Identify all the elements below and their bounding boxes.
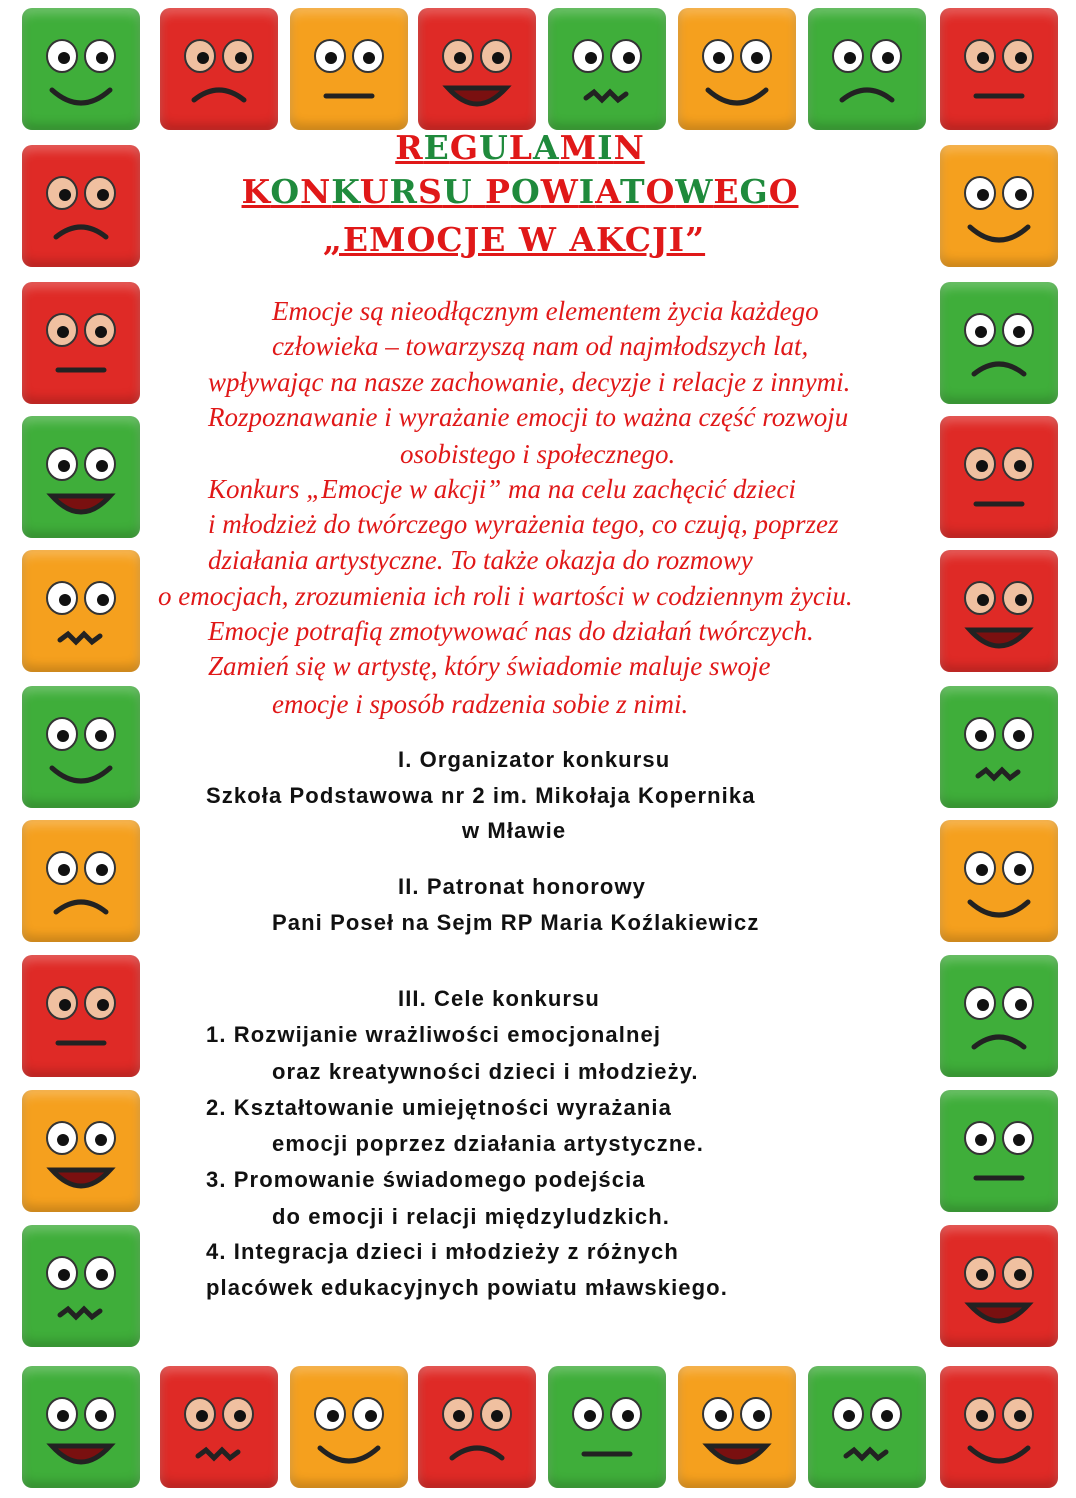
emoji-face-tile (808, 8, 926, 130)
goals-heading: III. Cele konkursu (398, 986, 600, 1011)
intro-line: człowieka – towarzyszą nam od najmłodszych lat, (272, 331, 809, 361)
face-icon (290, 8, 408, 130)
emoji-face-tile (940, 282, 1058, 404)
emoji-face-tile (678, 8, 796, 130)
face-icon (22, 1366, 140, 1488)
intro-line: Zamień się w artystę, który świadomie maluje swoje (208, 651, 771, 681)
patron-name: Pani Poseł na Sejm RP Maria Koźlakiewicz (272, 910, 760, 935)
face-icon (940, 955, 1058, 1077)
emoji-face-tile (940, 8, 1058, 130)
emoji-face-tile (22, 416, 140, 538)
organizer-heading: I. Organizator konkursu (398, 747, 671, 772)
intro-line: Emocje potrafią zmotywować nas do działań twórczych. (208, 616, 814, 646)
emoji-face-tile (418, 1366, 536, 1488)
emoji-face-tile (940, 1366, 1058, 1488)
face-icon (808, 8, 926, 130)
face-icon (22, 1225, 140, 1347)
emoji-face-tile (940, 686, 1058, 808)
face-icon (940, 686, 1058, 808)
emoji-face-tile (22, 1090, 140, 1212)
face-icon (940, 8, 1058, 130)
intro-line: i młodzież do twórczego wyrażenia tego, co czują, poprzez (208, 509, 839, 539)
emoji-face-tile (22, 282, 140, 404)
emoji-face-tile (940, 1090, 1058, 1212)
organizer-location: w Mławie (462, 818, 567, 843)
emoji-face-tile (290, 8, 408, 130)
emoji-face-tile (22, 550, 140, 672)
intro-line: Konkurs „Emocje w akcji” ma na celu zachęcić dzieci (208, 474, 796, 504)
emoji-face-tile (940, 1225, 1058, 1347)
face-icon (22, 1090, 140, 1212)
face-icon (418, 1366, 536, 1488)
emoji-face-tile (22, 820, 140, 942)
patron-heading: II. Patronat honorowy (398, 874, 646, 899)
intro-line: Emocje są nieodłącznym elementem życia każdego (272, 296, 819, 326)
emoji-face-tile (22, 1225, 140, 1347)
title-line-2: KONKURSU POWIATOWEGO (241, 172, 799, 211)
face-icon (548, 8, 666, 130)
face-icon (548, 1366, 666, 1488)
face-icon (940, 550, 1058, 672)
emoji-face-tile (22, 8, 140, 130)
face-icon (22, 955, 140, 1077)
emoji-face-tile (22, 1366, 140, 1488)
face-icon (160, 1366, 278, 1488)
goal-item: 3. Promowanie świadomego podejścia (206, 1167, 646, 1192)
face-icon (678, 1366, 796, 1488)
emoji-face-tile (548, 1366, 666, 1488)
face-icon (678, 8, 796, 130)
goal-item: 2. Kształtowanie umiejętności wyrażania (206, 1095, 672, 1120)
emoji-face-tile (678, 1366, 796, 1488)
face-icon (940, 282, 1058, 404)
emoji-face-tile (22, 955, 140, 1077)
emoji-face-tile (940, 955, 1058, 1077)
face-icon (22, 686, 140, 808)
intro-line: emocje i sposób radzenia sobie z nimi. (272, 689, 689, 719)
emoji-face-tile (548, 8, 666, 130)
face-icon (940, 1225, 1058, 1347)
face-icon (418, 8, 536, 130)
face-icon (22, 282, 140, 404)
goal-item: do emocji i relacji międzyludzkich. (272, 1204, 670, 1229)
emoji-face-tile (160, 8, 278, 130)
organizer-name: Szkoła Podstawowa nr 2 im. Mikołaja Kopernika (206, 783, 756, 808)
intro-line: o emocjach, zrozumienia ich roli i wartości w codziennym życiu. (158, 581, 853, 611)
title-line-1: REGULAMIN (395, 128, 645, 167)
emoji-face-tile (22, 686, 140, 808)
goal-item: 1. Rozwijanie wrażliwości emocjonalnej (206, 1022, 662, 1047)
emoji-face-tile (940, 820, 1058, 942)
face-icon (290, 1366, 408, 1488)
emoji-face-tile (808, 1366, 926, 1488)
face-icon (160, 8, 278, 130)
face-icon (22, 550, 140, 672)
emoji-face-tile (160, 1366, 278, 1488)
intro-line: działania artystyczne. To także okazja do rozmowy (208, 545, 753, 575)
emoji-face-tile (418, 8, 536, 130)
face-icon (22, 416, 140, 538)
face-icon (22, 8, 140, 130)
goal-item: oraz kreatywności dzieci i młodzieży. (272, 1059, 699, 1084)
intro-line: wpływając na nasze zachowanie, decyzje i relacje z innymi. (208, 367, 851, 397)
face-icon (940, 820, 1058, 942)
emoji-face-tile (290, 1366, 408, 1488)
face-icon (808, 1366, 926, 1488)
face-icon (940, 1090, 1058, 1212)
goal-item: 4. Integracja dzieci i młodzieży z różnych (206, 1239, 679, 1264)
goal-item: placówek edukacyjnych powiatu mławskiego. (206, 1275, 728, 1300)
emoji-face-tile (940, 550, 1058, 672)
intro-line: osobistego i społecznego. (400, 439, 676, 469)
face-icon (940, 416, 1058, 538)
title-line-3: „EMOCJE W AKCJI” (322, 220, 706, 259)
emoji-face-tile (940, 416, 1058, 538)
face-icon (940, 1366, 1058, 1488)
goal-item: emocji poprzez działania artystyczne. (272, 1131, 704, 1156)
face-icon (22, 820, 140, 942)
intro-line: Rozpoznawanie i wyrażanie emocji to ważna część rozwoju (208, 402, 849, 432)
